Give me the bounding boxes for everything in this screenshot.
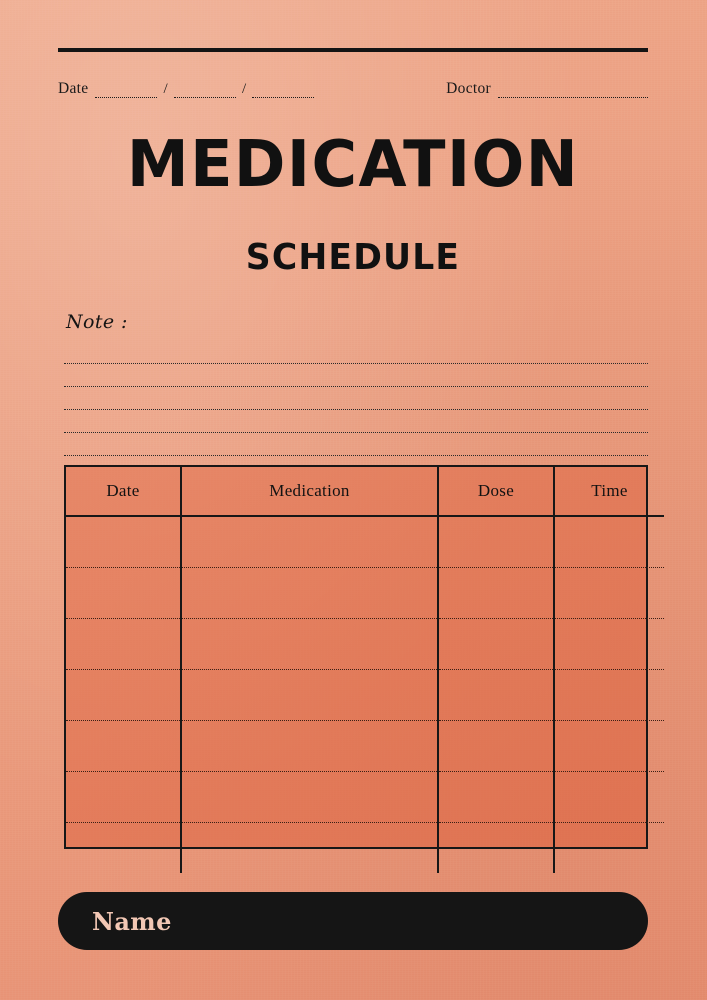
note-line[interactable]	[64, 387, 648, 410]
cell-dose[interactable]	[438, 823, 554, 874]
cell-date[interactable]	[66, 568, 181, 619]
cell-dose[interactable]	[438, 772, 554, 823]
cell-dose[interactable]	[438, 721, 554, 772]
page-content	[58, 0, 650, 1000]
name-label: Name	[92, 906, 172, 936]
cell-time[interactable]	[554, 568, 664, 619]
cell-time[interactable]	[554, 823, 664, 874]
table-row	[66, 823, 664, 874]
date-day-input[interactable]	[95, 84, 157, 98]
note-line[interactable]	[64, 341, 648, 364]
cell-date[interactable]	[66, 670, 181, 721]
cell-time[interactable]	[554, 516, 664, 568]
table-row	[66, 568, 664, 619]
table-row	[66, 516, 664, 568]
cell-medication[interactable]	[181, 772, 438, 823]
page-title: MEDICATION	[126, 128, 580, 202]
note-label: Note :	[66, 311, 128, 333]
date-month-input[interactable]	[174, 84, 236, 98]
table-row	[66, 772, 664, 823]
name-bar[interactable]	[58, 892, 648, 950]
column-header-date: Date	[66, 467, 181, 516]
cell-date[interactable]	[66, 823, 181, 874]
note-lines	[64, 341, 648, 456]
cell-medication[interactable]	[181, 721, 438, 772]
column-header-medication: Medication	[181, 467, 438, 516]
cell-dose[interactable]	[438, 516, 554, 568]
cell-time[interactable]	[554, 772, 664, 823]
date-separator-2: /	[241, 81, 247, 97]
date-label: Date	[58, 80, 89, 97]
note-line[interactable]	[64, 364, 648, 387]
meta-row	[58, 74, 648, 98]
cell-time[interactable]	[554, 619, 664, 670]
cell-date[interactable]	[66, 619, 181, 670]
cell-medication[interactable]	[181, 568, 438, 619]
note-line[interactable]	[64, 410, 648, 433]
header-rule	[58, 48, 648, 52]
cell-medication[interactable]	[181, 516, 438, 568]
column-header-time: Time	[554, 467, 664, 516]
schedule-table-wrapper	[64, 465, 648, 849]
doctor-field-group	[446, 80, 648, 98]
cell-dose[interactable]	[438, 670, 554, 721]
date-year-input[interactable]	[252, 84, 314, 98]
page-subtitle: SCHEDULE	[245, 237, 461, 278]
cell-date[interactable]	[66, 516, 181, 568]
table-row	[66, 670, 664, 721]
cell-medication[interactable]	[181, 619, 438, 670]
column-header-dose: Dose	[438, 467, 554, 516]
schedule-table-head	[66, 467, 664, 516]
cell-date[interactable]	[66, 721, 181, 772]
table-header-row	[66, 467, 664, 516]
date-field-group	[58, 80, 314, 98]
cell-time[interactable]	[554, 670, 664, 721]
schedule-table	[66, 467, 664, 873]
cell-medication[interactable]	[181, 823, 438, 874]
date-separator-1: /	[163, 81, 168, 97]
doctor-label: Doctor	[446, 80, 491, 97]
note-line[interactable]	[64, 433, 648, 456]
table-row	[66, 721, 664, 772]
doctor-input[interactable]	[498, 84, 648, 98]
table-row	[66, 619, 664, 670]
cell-dose[interactable]	[438, 568, 554, 619]
cell-medication[interactable]	[181, 670, 438, 721]
cell-date[interactable]	[66, 772, 181, 823]
schedule-table-body	[66, 516, 664, 873]
cell-time[interactable]	[554, 721, 664, 772]
cell-dose[interactable]	[438, 619, 554, 670]
